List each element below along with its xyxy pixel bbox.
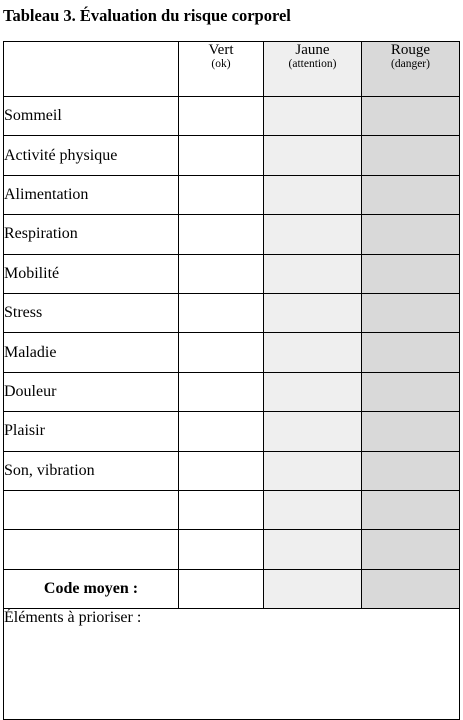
rating-cell-vert[interactable] xyxy=(179,490,264,529)
rating-cell-rouge[interactable] xyxy=(362,215,460,254)
rating-cell-vert[interactable] xyxy=(179,175,264,214)
rating-cell-rouge[interactable] xyxy=(362,254,460,293)
header-cell-blank xyxy=(4,42,179,97)
rating-cell-rouge[interactable] xyxy=(362,412,460,451)
header-label-vert: Vert xyxy=(208,42,234,58)
summary-row xyxy=(4,569,460,608)
header-label-rouge: Rouge xyxy=(390,42,431,58)
rating-cell-jaune[interactable] xyxy=(264,333,362,372)
rating-cell-vert[interactable] xyxy=(179,254,264,293)
notes-row xyxy=(4,609,460,720)
table-row xyxy=(4,175,460,214)
row-label: Alimentation xyxy=(4,175,179,214)
table-row xyxy=(4,412,460,451)
summary-cell-rouge[interactable] xyxy=(362,569,460,608)
table-row xyxy=(4,333,460,372)
rating-cell-rouge[interactable] xyxy=(362,333,460,372)
header-label-jaune: Jaune xyxy=(295,42,330,58)
rating-cell-jaune[interactable] xyxy=(264,530,362,569)
row-label: Douleur xyxy=(4,372,179,411)
rating-cell-vert[interactable] xyxy=(179,97,264,136)
rating-cell-jaune[interactable] xyxy=(264,451,362,490)
row-label: Maladie xyxy=(4,333,179,372)
rating-cell-rouge[interactable] xyxy=(362,136,460,175)
row-label xyxy=(4,490,179,529)
rating-cell-vert[interactable] xyxy=(179,333,264,372)
rating-cell-rouge[interactable] xyxy=(362,175,460,214)
header-cell-jaune xyxy=(264,42,362,97)
summary-cell-vert[interactable] xyxy=(179,569,264,608)
header-sub-vert: (ok) xyxy=(211,58,231,70)
rating-cell-rouge[interactable] xyxy=(362,530,460,569)
row-label xyxy=(4,530,179,569)
risk-assessment-table xyxy=(3,41,460,720)
table-row xyxy=(4,490,460,529)
rating-cell-jaune[interactable] xyxy=(264,215,362,254)
rating-cell-rouge[interactable] xyxy=(362,97,460,136)
row-label: Son, vibration xyxy=(4,451,179,490)
summary-label: Code moyen : xyxy=(4,569,179,608)
rating-cell-rouge[interactable] xyxy=(362,293,460,332)
rating-cell-vert[interactable] xyxy=(179,530,264,569)
row-label: Stress xyxy=(4,293,179,332)
row-label: Plaisir xyxy=(4,412,179,451)
header-cell-rouge xyxy=(362,42,460,97)
rating-cell-jaune[interactable] xyxy=(264,372,362,411)
rating-cell-jaune[interactable] xyxy=(264,175,362,214)
notes-cell[interactable] xyxy=(4,609,460,720)
rating-cell-rouge[interactable] xyxy=(362,451,460,490)
table-row xyxy=(4,254,460,293)
notes-label: Éléments à prioriser : xyxy=(4,609,142,627)
rating-cell-rouge[interactable] xyxy=(362,490,460,529)
rating-cell-vert[interactable] xyxy=(179,412,264,451)
rating-cell-jaune[interactable] xyxy=(264,97,362,136)
header-sub-jaune: (attention) xyxy=(288,58,337,70)
rating-cell-vert[interactable] xyxy=(179,451,264,490)
table-row xyxy=(4,215,460,254)
header-row xyxy=(4,42,460,97)
table-title: Tableau 3. Évaluation du risque corporel xyxy=(3,6,291,25)
row-label: Mobilité xyxy=(4,254,179,293)
table-row xyxy=(4,97,460,136)
rating-cell-jaune[interactable] xyxy=(264,490,362,529)
rating-cell-vert[interactable] xyxy=(179,293,264,332)
table-row xyxy=(4,530,460,569)
rating-cell-vert[interactable] xyxy=(179,372,264,411)
rating-cell-rouge[interactable] xyxy=(362,372,460,411)
rating-cell-vert[interactable] xyxy=(179,215,264,254)
rating-cell-vert[interactable] xyxy=(179,136,264,175)
rating-cell-jaune[interactable] xyxy=(264,254,362,293)
row-label: Respiration xyxy=(4,215,179,254)
table-row xyxy=(4,451,460,490)
rating-cell-jaune[interactable] xyxy=(264,136,362,175)
table-row xyxy=(4,372,460,411)
rating-cell-jaune[interactable] xyxy=(264,412,362,451)
summary-cell-jaune[interactable] xyxy=(264,569,362,608)
header-cell-vert xyxy=(179,42,264,97)
row-label: Activité physique xyxy=(4,136,179,175)
table-row xyxy=(4,293,460,332)
table-row xyxy=(4,136,460,175)
header-sub-rouge: (danger) xyxy=(391,58,430,70)
row-label: Sommeil xyxy=(4,97,179,136)
rating-cell-jaune[interactable] xyxy=(264,293,362,332)
